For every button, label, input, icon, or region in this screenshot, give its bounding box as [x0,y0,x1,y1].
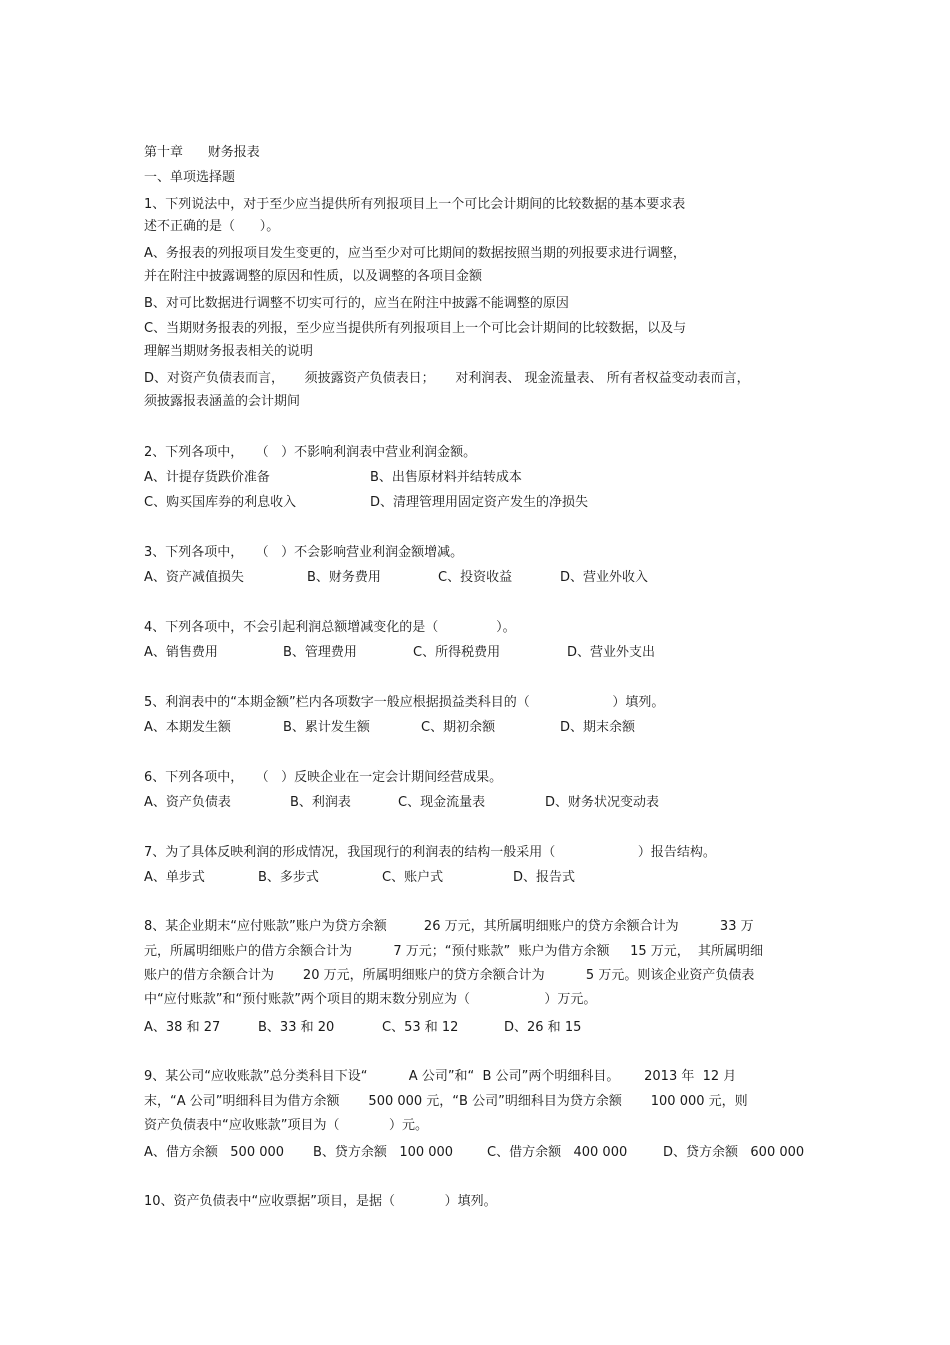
q2-option-b: B、出售原材料并结转成本 [370,470,522,485]
q7-option-c: C、账户式 [382,870,444,885]
q5-option-a: A、本期发生额 [144,720,231,735]
q9-option-d: D、贷方余额 600 000 [663,1145,805,1160]
q3-option-b: B、财务费用 [307,570,381,585]
q4-option-a: A、销售费用 [144,645,218,660]
q3-option-c: C、投资收益 [438,570,513,585]
q9-stem-line3: 资产负债表中“应收账款”项目为（ ）元。 [144,1118,429,1133]
q2-option-a: A、计提存货跌价准备 [144,470,270,485]
q6-option-c: C、现金流量表 [398,795,486,810]
q4-option-d: D、营业外支出 [567,645,656,660]
q4-option-b: B、管理费用 [283,645,357,660]
q1-option-d-line1: D、对资产负债表而言， 须披露资产负债表日； 对利润表、 现金流量表、 所有者权益变动表而言， [144,371,750,386]
q9-option-a: A、借方余额 500 000 [144,1145,285,1160]
q1-stem-line1: 1、下列说法中，对于至少应当提供所有列报项目上一个可比会计期间的比较数据的基本要求表 [144,197,686,212]
q3-option-d: D、营业外收入 [560,570,649,585]
q7-option-a: A、单步式 [144,870,205,885]
q3-option-a: A、资产减值损失 [144,570,244,585]
q5-option-d: D、期末余额 [560,720,636,735]
q1-option-a-line2: 并在附注中披露调整的原因和性质，以及调整的各项目金额 [144,269,483,284]
q6-option-b: B、利润表 [290,795,351,810]
q10-stem: 10、资产负债表中“应收票据”项目，是据（ ）填列。 [144,1194,497,1209]
q8-option-a: A、38 和 27 [144,1020,221,1035]
q9-option-b: B、贷方余额 100 000 [313,1145,454,1160]
section-heading: 一、单项选择题 [144,170,236,185]
q5-stem: 5、利润表中的“本期金额”栏内各项数字一般应根据损益类科目的（ ）填列。 [144,695,665,710]
q7-option-d: D、报告式 [513,870,576,885]
q8-stem-line2: 元，所属明细账户的借方余额合计为 7 万元；“预付账款” 账户为借方余额 15 万元， 其所属明细 [144,944,764,959]
chapter-title: 第十章 财务报表 [144,145,260,160]
q1-option-c-line1: C、当期财务报表的列报，至少应当提供所有列报项目上一个可比会计期间的比较数据，以及与 [144,321,687,336]
q8-option-d: D、26 和 15 [504,1020,582,1035]
q8-stem-line3: 账户的借方余额合计为 20 万元，所属明细账户的贷方余额合计为 5 万元。则该企业资产负债表 [144,968,755,983]
q4-stem: 4、下列各项中，不会引起利润总额增减变化的是（ ）。 [144,620,516,635]
q6-stem: 6、下列各项中， （ ）反映企业在一定会计期间经营成果。 [144,770,503,785]
q2-option-d: D、清理管理用固定资产发生的净损失 [370,495,589,510]
q1-option-b: B、对可比数据进行调整不切实可行的，应当在附注中披露不能调整的原因 [144,296,569,311]
q8-stem-line4: 中“应付账款”和“预付账款”两个项目的期末数分别应为（ ）万元。 [144,992,597,1007]
q1-option-c-line2: 理解当期财务报表相关的说明 [144,344,314,359]
q7-option-b: B、多步式 [258,870,319,885]
q4-option-c: C、所得税费用 [413,645,501,660]
q8-stem-line1: 8、某企业期末“应付账款”账户为贷方余额 26 万元，其所属明细账户的贷方余额合计为 33 万 [144,919,754,934]
q5-option-c: C、期初余额 [421,720,496,735]
q9-option-c: C、借方余额 400 000 [487,1145,628,1160]
q9-stem-line2: 末，“A 公司”明细科目为借方余额 500 000 元，“B 公司”明细科目为贷方余额 100 000 元，则 [144,1094,748,1109]
q6-option-a: A、资产负债表 [144,795,231,810]
q1-stem-line2: 述不正确的是（ ）。 [144,219,280,234]
q2-option-c: C、购买国库券的利息收入 [144,495,297,510]
q3-stem: 3、下列各项中， （ ）不会影响营业利润金额增减。 [144,545,464,560]
q8-option-c: C、53 和 12 [382,1020,459,1035]
q2-stem: 2、下列各项中， （ ）不影响利润表中营业利润金额。 [144,445,477,460]
q7-stem: 7、为了具体反映利润的形成情况，我国现行的利润表的结构一般采用（ ）报告结构。 [144,845,716,860]
q5-option-b: B、累计发生额 [283,720,370,735]
q1-option-a-line1: A、务报表的列报项目发生变更的，应当至少对可比期间的数据按照当期的列报要求进行调整， [144,246,686,261]
q1-option-d-line2: 须披露报表涵盖的会计期间 [144,394,301,409]
q8-option-b: B、33 和 20 [258,1020,335,1035]
q9-stem-line1: 9、某公司“应收账款”总分类科目下设“ A 公司”和“ B 公司”两个明细科目。 2013 年 12 月 [144,1069,737,1084]
q6-option-d: D、财务状况变动表 [545,795,660,810]
